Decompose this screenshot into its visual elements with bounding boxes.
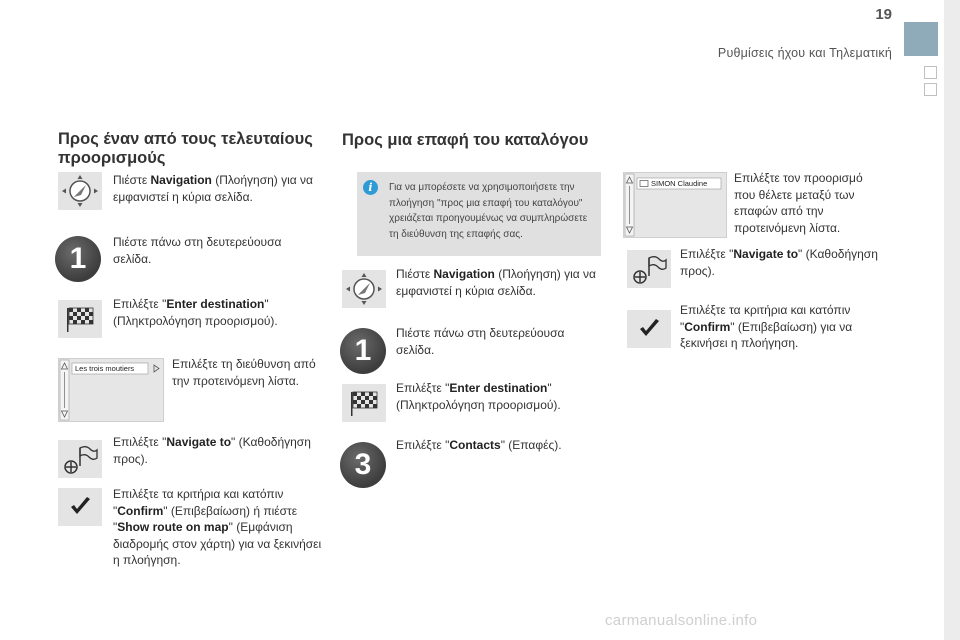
left-step-3: Επιλέξτε "Enter destination" (Πληκτρολόγηση προορισμού). <box>113 297 278 328</box>
mid-step-3: Επιλέξτε "Enter destination" (Πληκτρολόγηση προορισμού). <box>396 381 561 412</box>
step-badge: 1 <box>55 236 101 282</box>
left-step-1: Πιέστε Navigation (Πλοήγηση) για να εμφανιστεί η κύρια σελίδα. <box>113 173 313 204</box>
checkered-flag-icon <box>58 300 102 338</box>
left-step-4: Επιλέξτε τη διεύθυνση από την προτεινόμενη λίστα. <box>172 357 316 388</box>
navigate-to-flag-icon <box>627 250 671 288</box>
left-step-5: Επιλέξτε "Navigate to" (Καθοδήγηση προς). <box>113 435 311 466</box>
right-step-3: Επιλέξτε τα κριτήρια και κατόπιν "Confirm" (Επιβεβαίωση) για να ξεκινήσει η πλοήγηση. <box>680 303 853 350</box>
section-title-contact: Προς μια επαφή του καταλόγου <box>342 131 589 149</box>
address-list-screen[interactable] <box>58 358 164 422</box>
screen-contact-entry: SIMON Claudine <box>651 179 708 188</box>
chapter-tab[interactable] <box>904 22 938 56</box>
step-badge: 1 <box>340 328 386 374</box>
page-number: 19 <box>875 6 892 23</box>
right-step-2: Επιλέξτε "Navigate to" (Καθοδήγηση προς). <box>680 247 878 278</box>
side-marker-square <box>924 83 937 96</box>
right-step-1: Επιλέξτε τον προορισμό που θέλετε μεταξύ των επαφών από την προτεινόμενη λίστα. <box>734 171 863 235</box>
navigate-to-flag-icon <box>58 440 102 478</box>
watermark-text: carmanualsonline.info <box>605 612 758 629</box>
step-badge: 3 <box>340 442 386 488</box>
checkmark-icon <box>58 488 102 526</box>
left-step-6: Επιλέξτε τα κριτήρια και κατόπιν "Confirm" (Επιβεβαίωση) ή πιέστε "Show route on map" (Εμφάνιση διαδρομής στον χάρτη) για να ξεκινήσει η πλοήγηση. <box>113 487 322 567</box>
chapter-title: Ρυθμίσεις ήχου και Τηλεματική <box>717 46 892 60</box>
left-step-2: Πιέστε πάνω στη δευτερεύουσα σελίδα. <box>113 235 282 266</box>
side-marker-square <box>924 66 937 79</box>
checkmark-icon <box>627 310 671 348</box>
screen-list-entry: Les trois moutiers <box>75 364 135 373</box>
section-title-last-destinations: Προς έναν από τους τελευταίους προορισμούς <box>58 130 313 167</box>
mid-step-2: Πιέστε πάνω στη δευτερεύουσα σελίδα. <box>396 326 565 357</box>
page-edge-strip <box>944 0 960 640</box>
info-icon: i <box>363 180 378 195</box>
contact-list-screen[interactable] <box>623 172 727 238</box>
mid-step-1: Πιέστε Navigation (Πλοήγηση) για να εμφανιστεί η κύρια σελίδα. <box>396 267 596 298</box>
navigation-dial-icon <box>342 270 386 308</box>
navigation-dial-icon <box>58 172 102 210</box>
checkered-flag-icon <box>342 384 386 422</box>
info-box: Για να μπορέσετε να χρησιμοποιήσετε την πλοήγηση "προς μια επαφή του καταλόγου" χρειάζεται προηγουμένως να συμπληρώσετε τη διεύθυνση της επαφής σας. <box>357 172 601 256</box>
mid-step-4: Επιλέξτε "Contacts" (Επαφές). <box>396 438 562 452</box>
